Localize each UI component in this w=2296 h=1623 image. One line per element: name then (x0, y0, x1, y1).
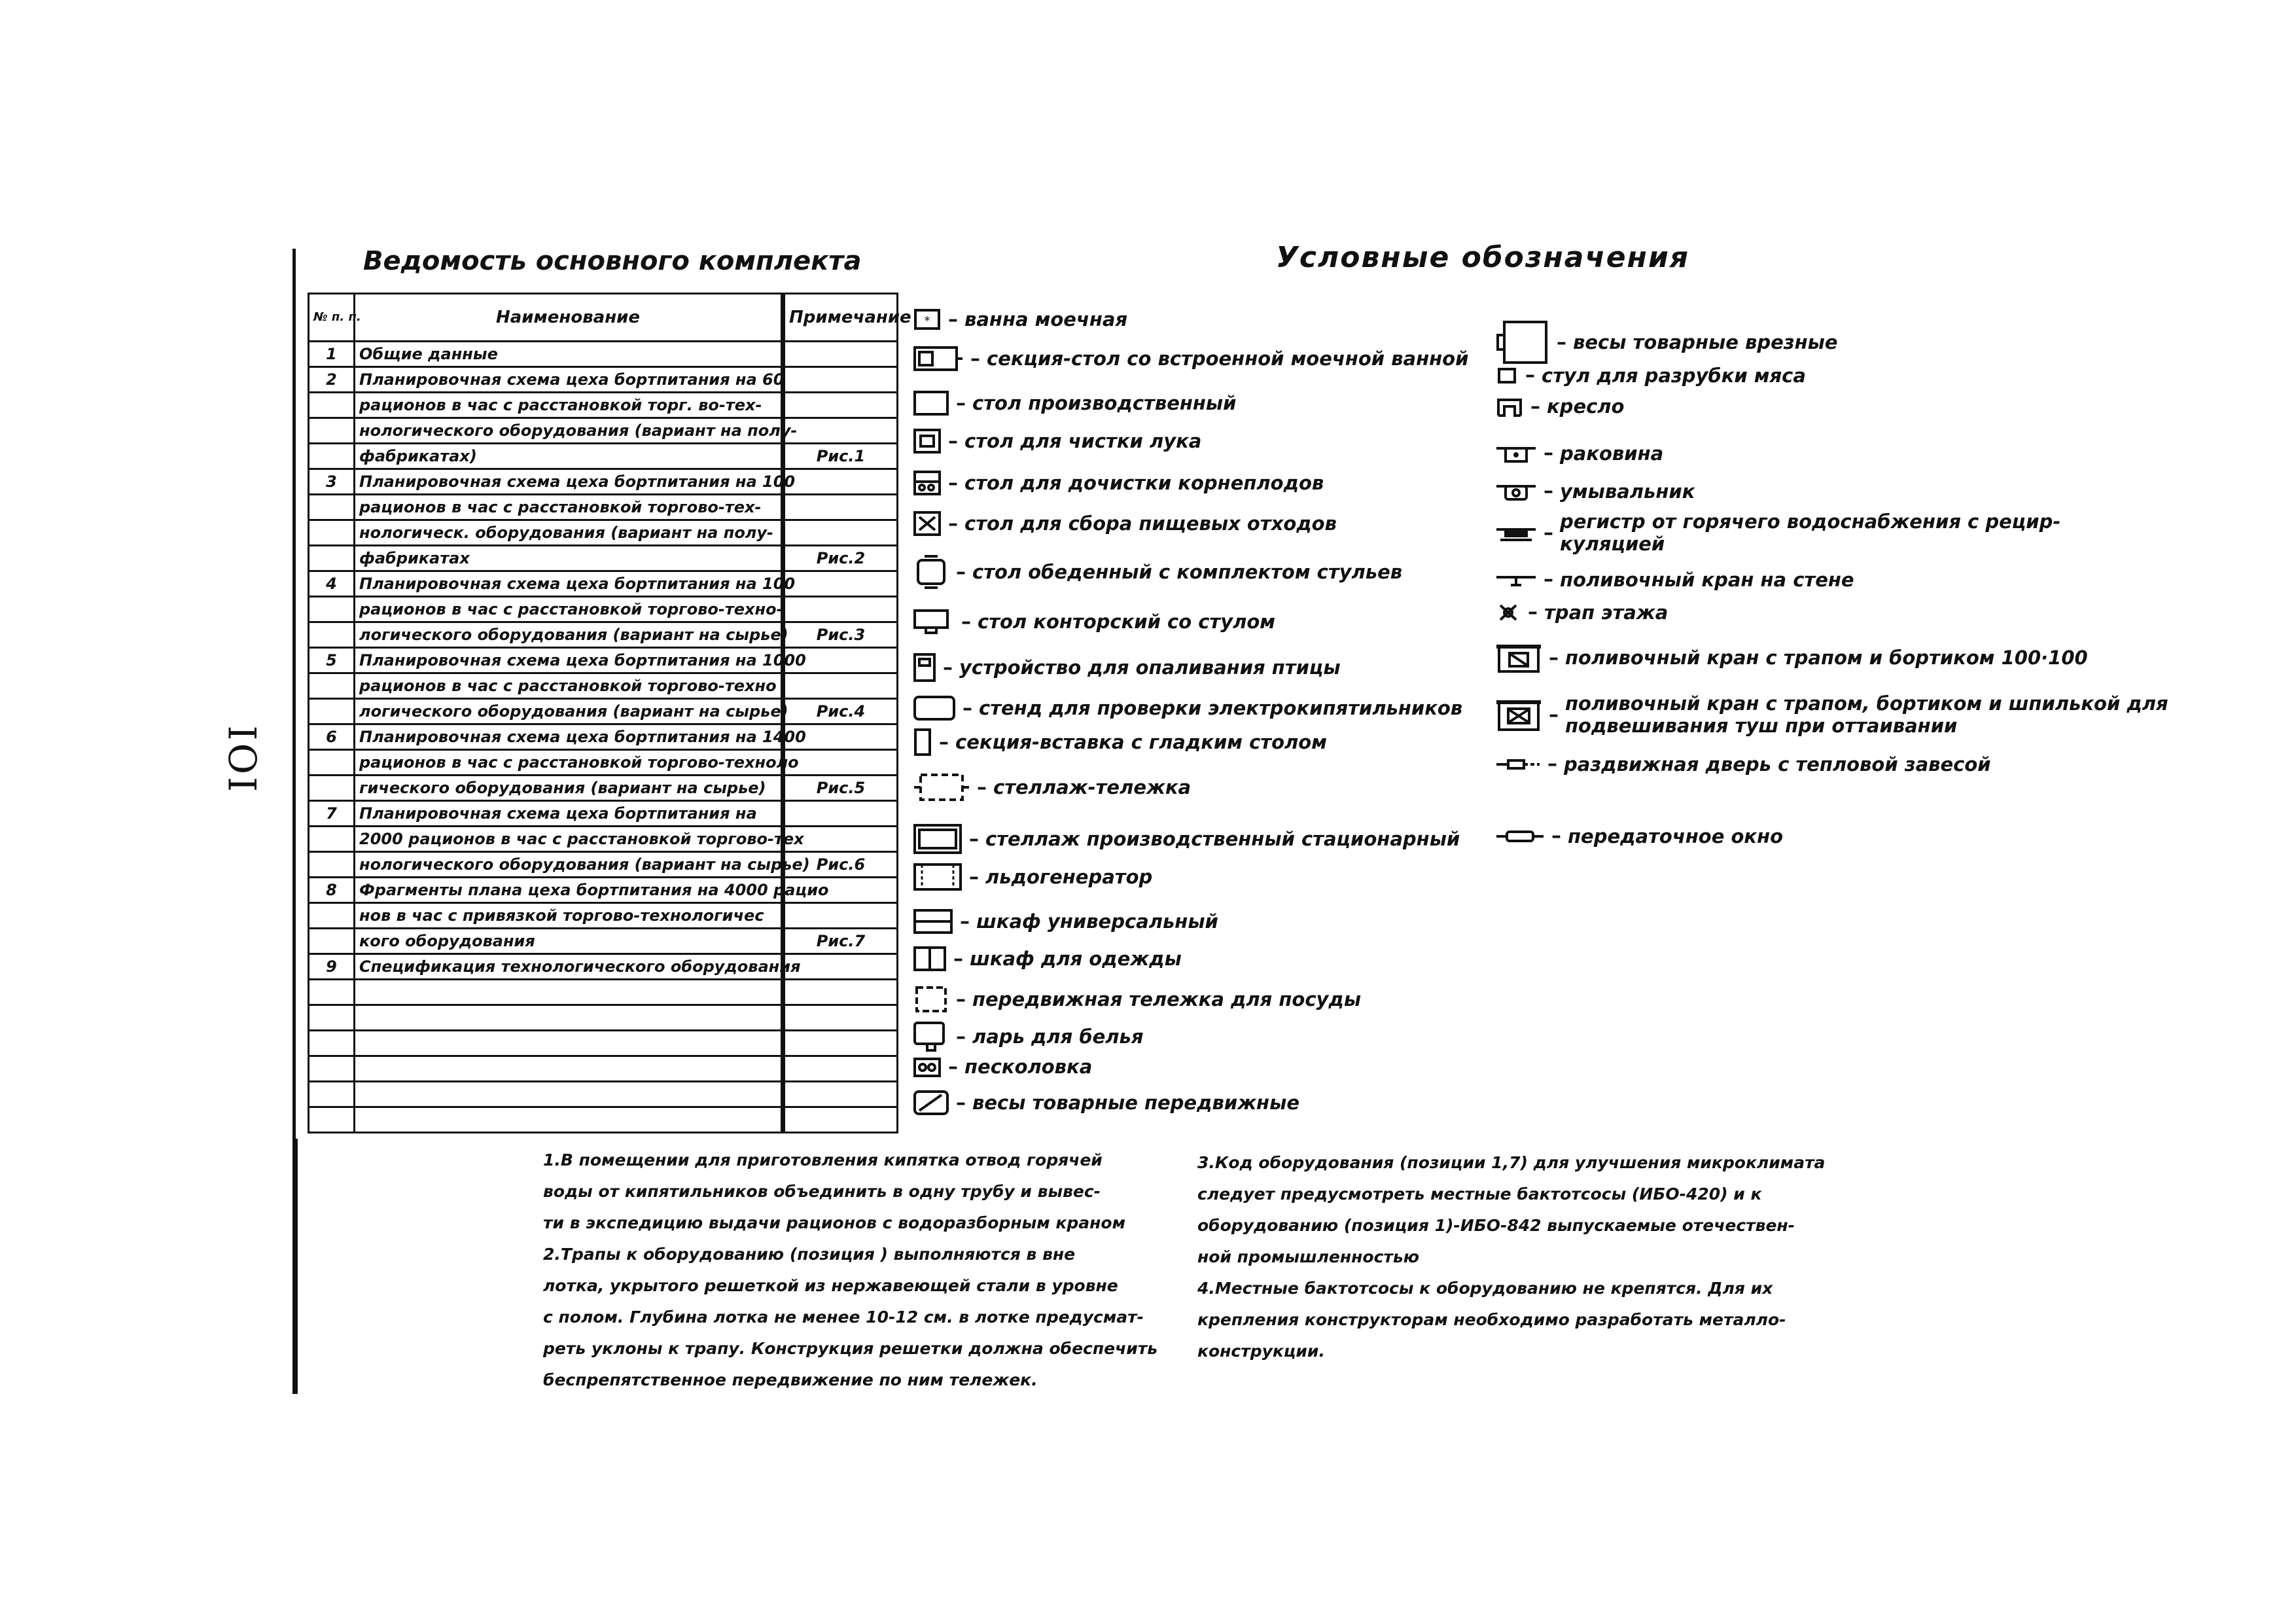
trolley-rack-icon (913, 771, 970, 804)
table-cell-name: логического оборудования (вариант на сырье) (355, 699, 783, 724)
table-cell-note (783, 342, 898, 367)
table-cell-num: 2 (309, 367, 355, 393)
legend-dash: – (961, 610, 971, 633)
legend-dash: – (939, 730, 949, 754)
table-row (309, 546, 898, 571)
tap-trap-icon (1495, 641, 1542, 674)
table-row (309, 929, 898, 954)
table-cell-num (309, 929, 355, 954)
bath-icon (913, 308, 942, 331)
table-cell-note (783, 418, 898, 444)
table-cell-note (783, 495, 898, 520)
legend-dash: – (1544, 568, 1553, 591)
note-line: 3.Код оборудования (позиции 1,7) для улучшения микроклимата (1197, 1153, 1826, 1172)
legend-item (913, 555, 1402, 589)
legend-dash: – (960, 910, 970, 933)
legend-dash: – (1525, 364, 1535, 387)
laundry-box-icon (913, 1021, 949, 1052)
legend-label: стол обеденный с комплектом стульев (972, 561, 1403, 583)
table-cell-num (309, 622, 355, 648)
table-cell-name (355, 1107, 783, 1133)
table-cell-num (309, 750, 355, 776)
note-line: следует предусмотреть местные бактотсосы (ИБО-420) и к (1197, 1185, 1762, 1204)
dish-trolley-icon (913, 984, 949, 1015)
legend-dash: – (956, 1025, 966, 1048)
svg-text:*: * (924, 314, 930, 328)
table-cell-num (309, 1107, 355, 1133)
table-row (309, 954, 898, 980)
hot-water-register-icon (1495, 523, 1537, 543)
table-cell-name (355, 1082, 783, 1107)
table-header-row (309, 294, 898, 342)
table-cell-num (309, 520, 355, 546)
table-row (309, 444, 898, 469)
legend-label: весы товарные врезные (1573, 331, 1838, 353)
table-row (309, 469, 898, 495)
table-cell-note: Рис.5 (783, 776, 898, 801)
table-cell-num: 5 (309, 648, 355, 673)
table-cell-name: фабрикатах) (355, 444, 783, 469)
legend-item (913, 695, 1462, 721)
legend-item (913, 470, 1324, 496)
onion-table-icon (913, 428, 942, 454)
legend-item (1495, 825, 1783, 847)
universal-cabinet-icon (913, 908, 953, 935)
test-stand-icon (913, 695, 956, 721)
table-cell-name: фабрикатах (355, 546, 783, 571)
legend-label: поливочный кран с трапом и бортиком 100·100 (1565, 647, 2088, 669)
header-name: Наименование (355, 294, 783, 342)
table-row (309, 418, 898, 444)
table-row (309, 597, 898, 622)
table-cell-name: Планировочная схема цеха бортпитания на 1000 (355, 648, 783, 673)
table-cell-note (783, 1031, 898, 1056)
legend-item (913, 771, 1191, 804)
legend-label: ларь для белья (972, 1026, 1144, 1048)
legend-item (913, 609, 1275, 635)
legend-label: поливочный кран с трапом, бортиком и шпилькой для (1565, 692, 2168, 715)
table-row (309, 1082, 898, 1107)
table-cell-num (309, 1056, 355, 1082)
legend-item (1495, 364, 1806, 387)
legend-item (913, 863, 1152, 891)
table-cell-num (309, 444, 355, 469)
legend-dash: – (956, 1091, 966, 1115)
table-cell-name: Планировочная схема цеха бортпитания на 60 (355, 367, 783, 393)
legend-item (913, 428, 1201, 454)
table-cell-name: кого оборудования (355, 929, 783, 954)
legend-dash: – (1557, 330, 1566, 354)
legend-label: стол для сбора пищевых отходов (964, 512, 1337, 535)
table-row (309, 1005, 898, 1031)
legend-dash: – (1528, 601, 1538, 624)
table-row (309, 801, 898, 827)
legend-item (1495, 692, 2168, 737)
table-cell-num (309, 903, 355, 929)
table-cell-name: Планировочная схема цеха бортпитания на 1400 (355, 724, 783, 750)
office-table-icon (913, 609, 955, 635)
ice-maker-icon (913, 863, 963, 891)
table-cell-num (309, 495, 355, 520)
legend-dash: – (1551, 825, 1561, 847)
table-cell-name (355, 1031, 783, 1056)
legend-dash: – (953, 947, 963, 971)
legend-label: весы товарные передвижные (972, 1092, 1299, 1114)
legend-dash: – (1549, 646, 1559, 669)
table-cell-name (355, 1005, 783, 1031)
legend-label: раздвижная дверь с тепловой завесой (1564, 753, 1991, 776)
note-line: беспрепятственное передвижение по ним тележек. (543, 1370, 1038, 1389)
legend-item (1495, 442, 1663, 465)
note-line: ной промышленностью (1197, 1247, 1420, 1266)
table-row (309, 520, 898, 546)
note-line: с полом. Глубина лотка не менее 10-12 см. в лотке предусмат- (543, 1308, 1144, 1327)
table-cell-name: рационов в час с расстановкой торгово-техно (355, 673, 783, 699)
legend-label: льдогенератор (985, 866, 1153, 888)
legend-label: стеллаж-тележка (993, 776, 1192, 798)
table-cell-note (783, 801, 898, 827)
legend-dash: – (956, 391, 966, 415)
legend-dash: – (969, 865, 979, 889)
table-cell-num: 7 (309, 801, 355, 827)
legend-item (1495, 480, 1695, 503)
table-cell-note (783, 1107, 898, 1133)
table-cell-note: Рис.3 (783, 622, 898, 648)
legend-label: передаточное окно (1568, 825, 1784, 847)
legend-item (913, 1090, 1299, 1116)
legend-dash: – (1547, 753, 1557, 776)
table-cell-note (783, 469, 898, 495)
note-line: ти в экспедицию выдачи рационов с водоразборным краном (543, 1213, 1126, 1232)
legend-dash: – (948, 308, 958, 331)
note-line: 1.В помещении для приготовления кипятка отвод горячей (543, 1150, 1103, 1169)
legend-item (1495, 641, 2088, 674)
note-line: 4.Местные бактотсосы к оборудованию не крепятся. Для их (1197, 1279, 1773, 1298)
legend-label: стол для дочистки корнеплодов (964, 472, 1324, 494)
table-cell-num (309, 827, 355, 852)
table-cell-note (783, 980, 898, 1005)
chair-icon (1495, 365, 1519, 386)
legend-dash: – (948, 512, 958, 535)
note-line: оборудованию (позиция 1)-ИБО-842 выпускаемые отечествен- (1197, 1216, 1795, 1235)
legend-label: стол производственный (972, 392, 1237, 414)
note-line: конструкции. (1197, 1342, 1325, 1361)
table-cell-num (309, 1005, 355, 1031)
legend-title: Условные обозначения (1276, 241, 1690, 274)
table-cell-num: 1 (309, 342, 355, 367)
table-row (309, 750, 898, 776)
legend-item (913, 390, 1236, 416)
table-row (309, 342, 898, 367)
sliding-door-icon (1495, 757, 1541, 772)
table-row (309, 980, 898, 1005)
table-cell-name: рационов в час с расстановкой торг. во-тех- (355, 393, 783, 418)
table-cell-num (309, 597, 355, 622)
legend-dash: – (1544, 442, 1553, 465)
table-row (309, 571, 898, 597)
table-row (309, 878, 898, 903)
table-cell-note (783, 1082, 898, 1107)
table-cell-note: Рис.6 (783, 852, 898, 878)
table-cell-name: Планировочная схема цеха бортпитания на 100 (355, 469, 783, 495)
legend-dash: – (956, 560, 966, 584)
legend-dash: – (948, 429, 958, 453)
legend-dash: – (948, 471, 958, 495)
legend-label: стол конторский со стулом (978, 611, 1275, 633)
legend-dash: – (969, 827, 979, 851)
table-cell-name: рационов в час с расстановкой торгово-тех- (355, 495, 783, 520)
table-cell-note: Рис.4 (783, 699, 898, 724)
legend-item (913, 946, 1182, 972)
poultry-device-icon (913, 652, 936, 683)
table-cell-num: 6 (309, 724, 355, 750)
table-row (309, 367, 898, 393)
legend-label: стол для чистки лука (964, 430, 1202, 452)
sand-trap-icon (913, 1055, 942, 1079)
production-table-icon (913, 390, 949, 416)
table-cell-num: 9 (309, 954, 355, 980)
note-line: крепления конструкторам необходимо разработать металло- (1197, 1310, 1786, 1329)
table-cell-num (309, 418, 355, 444)
legend-dash: – (963, 696, 972, 720)
sink-icon (1495, 443, 1537, 464)
legend-label: шкаф для одежды (970, 948, 1182, 970)
table-cell-name: гического оборудования (вариант на сырье) (355, 776, 783, 801)
legend-dash: – (956, 988, 966, 1011)
legend-label: поливочный кран на стене (1560, 568, 1854, 591)
table-cell-note (783, 393, 898, 418)
table-row (309, 495, 898, 520)
legend-dash: – (1549, 703, 1559, 726)
floor-trap-icon (1495, 601, 1521, 624)
legend-item (913, 510, 1337, 537)
insert-section-icon (913, 728, 932, 757)
table-cell-note: Рис.2 (783, 546, 898, 571)
table-cell-num: 4 (309, 571, 355, 597)
legend-item (913, 728, 1327, 757)
table-cell-name: Фрагменты плана цеха бортпитания на 4000 рацио (355, 878, 783, 903)
legend-dash: – (977, 776, 987, 799)
table-cell-num (309, 1031, 355, 1056)
header-num: № п. п. (309, 294, 355, 342)
table-cell-num (309, 852, 355, 878)
legend-label: шкаф универсальный (976, 910, 1218, 933)
legend-dash: – (1544, 480, 1553, 503)
table-cell-num (309, 1082, 355, 1107)
legend-item (1495, 753, 1991, 776)
table-cell-num (309, 980, 355, 1005)
legend-item (1495, 510, 2060, 555)
sink-section-icon (913, 346, 964, 372)
legend-label: секция-стол со встроенной моечной ванной (987, 348, 1469, 370)
table-cell-name: рационов в час с расстановкой торгово-техноло (355, 750, 783, 776)
tap-trap-hook-icon (1495, 697, 1542, 732)
legend-label: песколовка (964, 1056, 1093, 1078)
built-in-scale-icon (1495, 319, 1550, 365)
table-row (309, 622, 898, 648)
table-cell-note: Рис.1 (783, 444, 898, 469)
stationary-rack-icon (913, 823, 963, 855)
table-cell-num: 3 (309, 469, 355, 495)
table-cell-name (355, 1056, 783, 1082)
legend-label: кресло (1547, 395, 1625, 418)
legend-dash: – (943, 656, 953, 679)
table-cell-name: нологическ. оборудования (вариант на полу- (355, 520, 783, 546)
table-cell-name: Спецификация технологического оборудования (355, 954, 783, 980)
legend-label: регистр от горячего водоснабжения с рецир- (1560, 510, 2061, 533)
table-cell-note (783, 571, 898, 597)
legend-dash: – (1530, 395, 1540, 418)
legend-dash: – (948, 1055, 958, 1079)
legend-item (913, 346, 1468, 372)
watering-tap-icon (1495, 572, 1537, 588)
table-cell-note: Рис.7 (783, 929, 898, 954)
table-cell-note (783, 903, 898, 929)
table-cell-note (783, 597, 898, 622)
table-cell-name: Планировочная схема цеха бортпитания на 100 (355, 571, 783, 597)
note-line: воды от кипятильников объединить в одну трубу и вывес- (543, 1182, 1101, 1201)
table-cell-note (783, 1056, 898, 1082)
legend-item (913, 308, 1127, 331)
legend-item (913, 1055, 1092, 1079)
legend-label-continued: подвешивания туш при оттаивании (1565, 715, 1958, 737)
table-cell-num (309, 546, 355, 571)
legend-label: трап этажа (1544, 601, 1669, 624)
table-cell-name: Общие данные (355, 342, 783, 367)
page-number: IOI (221, 722, 266, 792)
legend-label: ванна моечная (964, 308, 1128, 330)
table-cell-num: 8 (309, 878, 355, 903)
legend-item (913, 823, 1460, 855)
table-cell-name: нов в час с привязкой торгово-технологичес (355, 903, 783, 929)
table-cell-note (783, 1005, 898, 1031)
table-cell-name: 2000 рационов в час с расстановкой торгово-тех (355, 827, 783, 852)
legend-label: передвижная тележка для посуды (972, 988, 1362, 1010)
table-cell-note (783, 750, 898, 776)
legend-label: стенд для проверки электрокипятильников (979, 697, 1463, 719)
legend-item (1495, 319, 1838, 365)
service-window-icon (1495, 829, 1545, 844)
crumb-table-icon (913, 470, 942, 496)
table-row (309, 852, 898, 878)
note-line: 2.Трапы к оборудованию (позиция ) выполняются в вне (543, 1245, 1076, 1264)
legend-label: умывальник (1560, 480, 1695, 503)
table-row (309, 903, 898, 929)
table-row (309, 776, 898, 801)
legend-item (1495, 568, 1854, 591)
table-title: Ведомость основного комплекта (363, 246, 862, 276)
table-cell-num (309, 673, 355, 699)
table-cell-num (309, 776, 355, 801)
table-cell-name: Планировочная схема цеха бортпитания на (355, 801, 783, 827)
table-row (309, 1056, 898, 1082)
waste-table-icon (913, 510, 942, 537)
table-cell-note (783, 520, 898, 546)
table-row (309, 648, 898, 673)
table-cell-name (355, 980, 783, 1005)
table-cell-note (783, 367, 898, 393)
table-cell-num (309, 393, 355, 418)
table-cell-name: рационов в час с расстановкой торгово-техно- (355, 597, 783, 622)
washbasin-icon (1495, 481, 1537, 502)
table-row (309, 699, 898, 724)
table-row (309, 724, 898, 750)
main-set-table (308, 293, 911, 1133)
legend-item (913, 984, 1361, 1015)
legend-dash: – (1544, 521, 1553, 544)
header-note: Примечание (783, 294, 898, 342)
legend-label: стеллаж производственный стационарный (985, 828, 1460, 850)
table-cell-num (309, 699, 355, 724)
legend-label: раковина (1560, 442, 1664, 465)
clothes-cabinet-icon (913, 946, 947, 972)
legend-label: стул для разрубки мяса (1542, 364, 1806, 387)
table-cell-name: нологического оборудования (вариант на полу- (355, 418, 783, 444)
legend-dash: – (970, 347, 980, 370)
dining-table-icon (913, 555, 949, 589)
legend-label-continued: куляцией (1560, 533, 1665, 555)
note-line: реть уклоны к трапу. Конструкция решетки должна обеспечить (543, 1339, 1158, 1358)
table-row (309, 1031, 898, 1056)
table-cell-name: нологического оборудования (вариант на сырье) (355, 852, 783, 878)
legend-label: устройство для опаливания птицы (959, 656, 1341, 679)
table-row (309, 827, 898, 852)
armchair-icon (1495, 395, 1524, 418)
table-row (309, 393, 898, 418)
legend-item (1495, 601, 1668, 624)
table-row (309, 1107, 898, 1133)
table-body (309, 342, 898, 1133)
legend-label: секция-вставка с гладким столом (955, 731, 1327, 753)
margin-line-lower (296, 1139, 298, 1394)
legend-item (913, 652, 1341, 683)
note-line: лотка, укрытого решеткой из нержавеющей стали в уровне (543, 1276, 1118, 1295)
legend-item (913, 908, 1218, 935)
legend-item (1495, 395, 1624, 418)
table-cell-name: логического оборудования (вариант на сырье) (355, 622, 783, 648)
table-cell-note (783, 673, 898, 699)
scale-icon (913, 1090, 949, 1116)
table-row (309, 673, 898, 699)
legend-item (913, 1021, 1144, 1052)
